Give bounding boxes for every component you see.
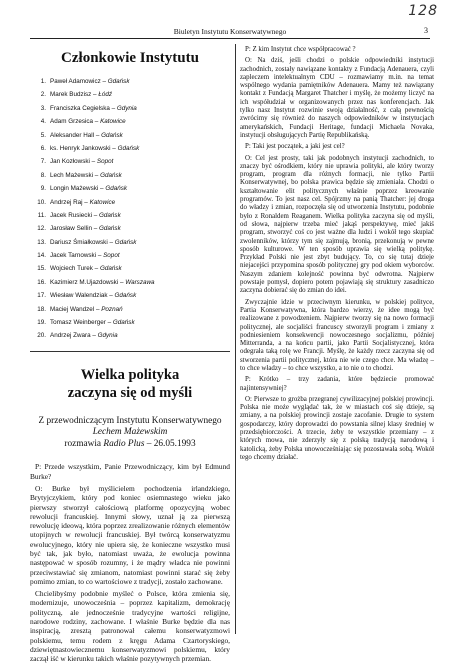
intro-line1: Z przewodniczącym Instytutu Konserwatywnego — [38, 415, 222, 426]
member-separator: – — [92, 265, 100, 273]
members-heading: Członkowie Instytutu — [61, 50, 199, 66]
member-separator: – — [107, 292, 115, 300]
member-separator: – — [98, 185, 106, 193]
right-column — [240, 46, 434, 636]
member-item — [30, 155, 230, 168]
member-name: Adam Grzesica — [50, 118, 94, 126]
member-number: 4. — [40, 118, 46, 126]
running-header — [30, 24, 430, 39]
member-city: Gdańsk — [99, 265, 122, 273]
member-number: 7. — [40, 158, 46, 166]
member-city: Gdańsk — [101, 131, 123, 139]
member-name: Jacek Tarnowski — [50, 252, 97, 260]
interview-question: P: Przede wszystkim, Panie Przewodniczący, kim był Edmund Burke? — [30, 462, 230, 481]
member-item — [30, 289, 230, 302]
article-intro — [30, 416, 230, 451]
member-name: Wiesław Walendziak — [50, 292, 108, 300]
member-separator: – — [94, 305, 102, 313]
member-name: Paweł Adamowicz — [50, 78, 101, 85]
column-divider — [235, 44, 236, 634]
member-city: Gdańsk — [114, 292, 137, 300]
member-number: 2. — [40, 91, 46, 99]
member-city: Gdańsk — [112, 319, 135, 327]
section-divider — [30, 351, 230, 352]
member-item — [30, 196, 230, 209]
member-item — [30, 102, 230, 115]
member-city: Gdańsk — [99, 211, 121, 219]
member-name: Wojciech Turek — [50, 265, 93, 273]
member-item — [30, 249, 230, 262]
member-city: Gdynia — [116, 104, 137, 112]
member-name: Aleksander Hall — [50, 131, 95, 139]
member-separator: – — [118, 278, 126, 286]
members-list — [30, 75, 230, 343]
member-item — [30, 236, 230, 249]
member-number: 8. — [40, 171, 46, 179]
member-item — [30, 142, 230, 155]
handwritten-page-number: 128 — [408, 3, 438, 19]
member-item — [30, 316, 230, 329]
member-number: 1. — [40, 78, 46, 85]
member-item — [30, 129, 230, 142]
member-number: 3. — [40, 104, 46, 112]
member-item — [30, 276, 230, 289]
member-separator: – — [93, 118, 101, 126]
member-city: Gdańsk — [107, 78, 130, 85]
member-separator: – — [100, 78, 108, 85]
article-title-line1: Wielka polityka — [80, 366, 180, 383]
member-city: Gdańsk — [114, 238, 137, 246]
member-number: 17. — [37, 292, 46, 300]
intro-line2: Lechem Mażewskim — [92, 427, 168, 438]
member-separator: – — [91, 91, 99, 99]
member-separator: – — [92, 225, 100, 233]
left-column — [30, 46, 230, 664]
interview-question: P: Taki jest początek, a jaki jest cel? — [245, 143, 345, 151]
member-city: Gdańsk — [99, 225, 121, 233]
member-separator: – — [109, 104, 117, 112]
member-name: Jan Kozłowski — [50, 158, 90, 166]
member-number: 5. — [40, 131, 46, 139]
member-separator: – — [105, 319, 113, 327]
member-item — [30, 329, 230, 342]
member-number: 18. — [37, 305, 46, 313]
member-separator: – — [92, 211, 100, 219]
member-item — [30, 75, 230, 88]
member-name: Longin Mażewski — [50, 185, 99, 193]
member-name: Tomasz Weinberger — [50, 319, 106, 327]
member-number: 6. — [40, 144, 46, 152]
member-city: Gdynia — [97, 332, 118, 340]
member-separator: – — [107, 238, 115, 246]
member-item — [30, 222, 230, 235]
interview-answer: Zwyczajnie idzie w przeciwnym kierunku, w polskiej polityce, Partia Konserwatywna, która bardzo wierzy, że idee mogą być realizowane z powodzeniem. Najpierw tworzy się na nowo formacji politycznej, ale socjaliści francuscy stworzyli program i zmiany z podniesieniem konsekwencji nowoczesnego socjalizmu, później Mitterranda, a na końcu partii, jako Partii Socjalistycznej, która odegrała taką rolę we Francji. Myślę, że każdy rzecz zaczyna się od stworzenia partii politycznej, która nie wie czego chce. Ma władzę – to chce władzy – to chce wszystko, a to nie o to chodzi. — [240, 298, 434, 372]
member-number: 9. — [40, 185, 46, 193]
member-name: Maciej Wandzel — [50, 305, 95, 313]
intro-line3 — [30, 439, 230, 451]
article-title — [30, 366, 230, 402]
member-city: Poznań — [101, 305, 123, 313]
member-number: 10. — [37, 198, 46, 206]
member-city: Katowice — [100, 118, 126, 126]
interview-question: P: Krótko – trzy zadania, które będziecie promować najintensywniej? — [240, 376, 434, 392]
member-name: Lech Mażewski — [50, 171, 94, 179]
member-name: Jacek Rusiecki — [50, 211, 92, 219]
member-number: 19. — [37, 319, 46, 327]
intro-line3-station: Radio Plus — [103, 438, 145, 449]
member-number: 15. — [37, 265, 46, 273]
member-name: Andrzej Raj — [50, 198, 83, 206]
member-city: Gdańsk — [117, 144, 140, 152]
journal-title: Biuletyn Instytutu Konserwatywnego — [173, 27, 287, 36]
member-name: Kazimierz M.Ujazdowski — [50, 278, 119, 286]
page-number: 3 — [424, 26, 428, 35]
member-item — [30, 115, 230, 128]
member-name: Jarosław Sellin — [50, 225, 92, 233]
member-item — [30, 303, 230, 316]
member-separator: – — [82, 198, 90, 206]
member-name: ks. Henryk Jankowski — [50, 144, 111, 152]
member-name: Dariusz Śmiałkowski — [50, 238, 108, 246]
member-item — [30, 169, 230, 182]
member-city: Warszawa — [125, 278, 155, 286]
interview-answer: O: Burke był myślicielem pochodzenia irlandzkiego, Brytyjczykiem, który pod koniec osiemnastego wieku jako pierwszy stworzył całościową platformę opozycyjną wobec rewolucji francuskiej. Innymi słowy, uznał ją za pierwszą rewolucję ideową, która poprzez zrealizowanie różnych elementów utopijnych w rewolucji francuskiej. Był twórcą konserwatyzmu ewolucyjnego, który nie upiera się, że konieczne wszystko musi być tak, jak było, natomiast uważa, że ewolucja powinna następować w sposób rozumny, i że mądry władca nie powinni przeciwstawiać się zmianom, natomiast powinni starać się żeby pomimo zmian, to co wartościowe z tradycji, zostało zachowane. — [30, 483, 230, 586]
member-name: Andrzej Zwara — [50, 332, 91, 340]
intro-line3-prefix: rozmawia — [64, 438, 104, 449]
member-city: Sopot — [96, 158, 114, 166]
member-city: Katowice — [89, 198, 116, 206]
member-city: Sopot — [103, 252, 120, 260]
member-number: 20. — [37, 332, 46, 340]
member-number: 16. — [37, 278, 46, 286]
member-item — [30, 182, 230, 195]
member-number: 11. — [37, 211, 46, 219]
member-name: Marek Budzisz — [50, 91, 92, 99]
member-name: Franciszka Cegielska — [50, 104, 110, 112]
member-item — [30, 88, 230, 101]
member-separator: – — [96, 252, 104, 260]
article-title-line2: zaczyna się od myśli — [67, 384, 193, 401]
member-city: Gdańsk — [100, 171, 122, 179]
member-city: Gdańsk — [105, 185, 128, 193]
interview-answer: O: Cel jest prosty, taki jak podobnych instytucji zachodnich, to znaczy być ośrodkiem, który nie uprawia polityki, ale który tworzy program, program dla różnych formacji, nie tylko Partii Konserwatywnej, bo polska prawica będzie się zmieniała. Chodzi o kształtowanie elit politycznych właśnie poprzez kreowanie programów. To jest nasz cel. Spójrzmy na panią Thatcher: jej droga do władzy i zmian, rozpoczęła się od utworzenia Instytutu, podobnie było z Ronaldem Reaganem. Wielka polityka zaczyna się od myśli, od słowa, najpierw trzeba mieć jakąś perspektywę, mieć jakiś program, stworzyć coś co jest ważne dla ludzi i wokół tego skupiać zwolenników, którzy tym się zajmują, bronią, przekonują w pewne sposób kulturowe. W ten sposób uprawia się wielką politykę. Przykład Polski nie jest zbyt budujący. To, co się tutaj dzieje niejacejści przypomina sposób politycznej gry pod okiem wyborców. Naszym zdaniem kolejność powinna być odwrotna. Najpierw powstaje pomysł, dopiero potem pojawiają się struktury zasadniczo zaczyna dobierać się do zmian do idei. — [240, 154, 434, 295]
member-city: Łódź — [98, 91, 112, 99]
member-item — [30, 209, 230, 222]
member-number: 13. — [37, 238, 46, 246]
member-separator: – — [89, 158, 97, 166]
member-separator: – — [93, 171, 101, 179]
interview-answer: O: Pierwsze to grożba przegranej cywilizacyjnej polskiej prowincji. Polska nie może wyglądać tak, że w miastach coś się dzieje, są zmiany, a na polskiej prowincji zostaje zacofanie. Drugie to system gospodarczy, który doprowadzi do powstania silnej klasy średniej w przedsiębiorczości. A trzecie, żeby te wszystkie przemiany – z których mowa, nie zderzyły się z polską tradycją narodową i katolicką, żeby Polska unowocześniając się pozostawała sobą. Wokół tego chcemy działać. — [240, 395, 434, 461]
interview-question: P: Z kim Instytut chce współpracować ? — [245, 46, 356, 53]
article-body-left — [30, 462, 230, 663]
member-number: 14. — [37, 252, 46, 260]
member-separator: – — [110, 144, 118, 152]
member-number: 12. — [37, 225, 46, 233]
intro-line3-date: – 26.05.1993 — [144, 438, 196, 449]
member-separator: – — [94, 131, 102, 139]
member-item — [30, 262, 230, 275]
interview-answer: O: Na dziś, jeśli chodzi o polskie odpowiedniki instytucji zachodnich, zostały nawiązane kontakty z Fundacją Adenauera, czyli zapleczem intelektualnym CDU – rozmawiamy m.in. na temat wspólnego wydania pamiętników Adenauera. Mamy też nawiązany kontakt z Fundacją Margaret Thatcher i myślę, że możemy liczyć na ich współudział w organizowanych przez nas konferencjach. Jak tylko nasz Instytut rozwinie swoją działalność, z całą pewnością zwrócimy się również do naszych odpowiedników w instytucjach amerykańskich, Fundacji Heritage, fundacji Michaela Novaka, instytucji obsługujących Partię Republikańską. — [240, 57, 434, 139]
member-separator: – — [90, 332, 98, 340]
interview-answer: Chcielibyśmy podobnie myśleć o Polsce, która zmienia się, modernizuje, unowocześnia – poprzez kapitalizm, demokrację polityczną, ale jednocześnie tradycyjne wartości religijne, narodowe rodziny, zachowane. I właśnie Burke będzie dla nas inspiracją, zresztą patronował całemu konserwatyzmowi polskiemu, temu rodem z kręgu Adama Czartoryskiego, dziewiętnastowiecznemu konserwatyzmowi polskiemu, który zaczął iść w kierunku takich właśnie pozytywnych przemian. — [30, 589, 230, 664]
